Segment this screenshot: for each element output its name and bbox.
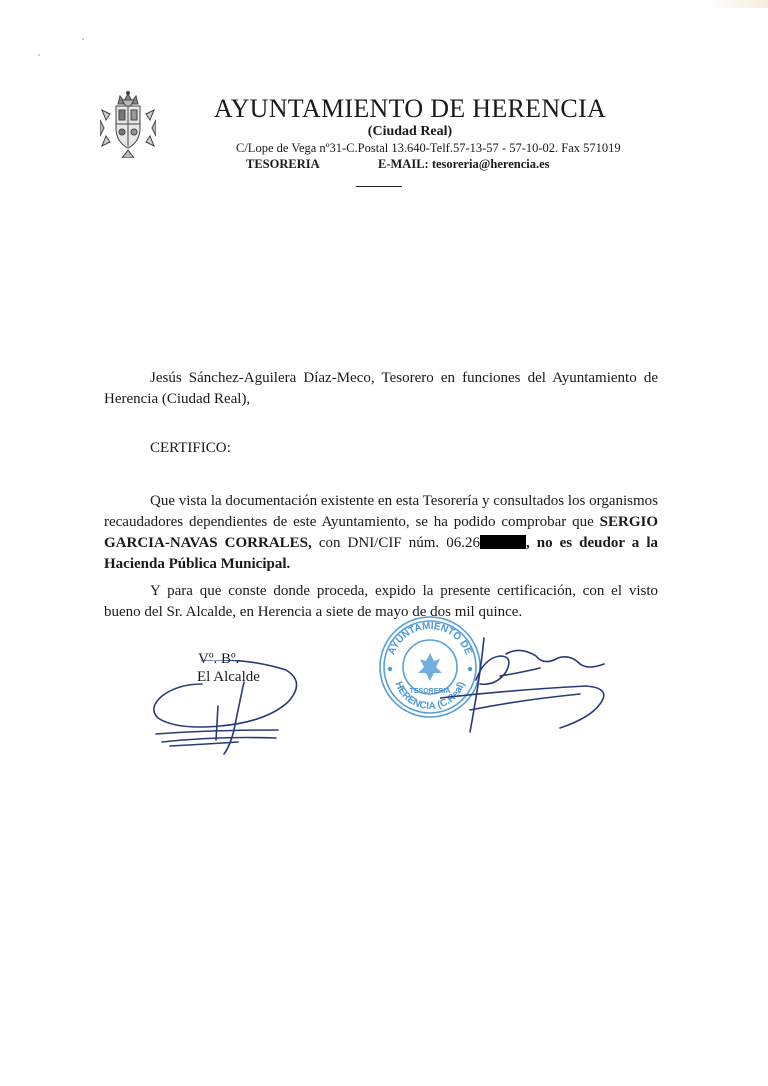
statement-paragraph xyxy=(104,491,658,575)
header-rule xyxy=(356,186,402,187)
institution-title: AYUNTAMIENTO DE HERENCIA xyxy=(213,94,607,123)
intro-paragraph xyxy=(104,368,658,410)
certifico-text: CERTIFICO: xyxy=(150,440,231,456)
certifico-heading xyxy=(104,438,658,459)
department-email: E-MAIL: tesoreria@herencia.es xyxy=(378,157,550,171)
treasurer-signature xyxy=(440,628,620,736)
scan-speck xyxy=(82,38,84,40)
stamp-bottom-text: HERENCIA (C.Real) xyxy=(392,680,468,713)
institution-subtitle: (Ciudad Real) xyxy=(367,124,453,139)
mayor-signature xyxy=(148,660,308,760)
statement-pre: Que vista la documentación existente en esta Tesorería y consultados los organismos recaudadores dependientes de este Ayuntamiento, se ha podido comprobar que xyxy=(104,493,658,530)
visto-bueno-label: Vº. Bº. xyxy=(198,651,240,667)
dni-text: con DNI/CIF núm. 06.26 xyxy=(311,535,480,551)
scan-speck xyxy=(38,54,40,56)
redaction-bar xyxy=(480,535,526,549)
closing-text: Y para que conste donde proceda, expido la presente certificación, con el visto bueno del Sr. Alcalde, en Herencia a siete de mayo de dos mil quince. xyxy=(104,583,658,620)
stamp-center-text: TESORERIA xyxy=(409,688,451,695)
stamp-top-text: AYUNTAMIENTO DE xyxy=(386,620,474,657)
scan-edge-tint xyxy=(708,0,768,8)
intro-text: Jesús Sánchez-Aguilera Díaz-Meco, Tesorero en funciones del Ayuntamiento de Herencia (Ciudad Real), xyxy=(104,370,658,407)
statement-conclusion: , no es deudor a la Hacienda Pública Municipal. xyxy=(104,535,658,572)
department-name: TESORERIA xyxy=(246,157,320,171)
institution-address: C/Lope de Vega nº31-C.Postal 13.640-Telf.57-13-57 - 57-10-02. Fax 571019 xyxy=(236,141,621,155)
mayor-label: El Alcalde xyxy=(197,669,260,685)
subject-name: SERGIO GARCIA-NAVAS CORRALES, xyxy=(104,514,658,551)
